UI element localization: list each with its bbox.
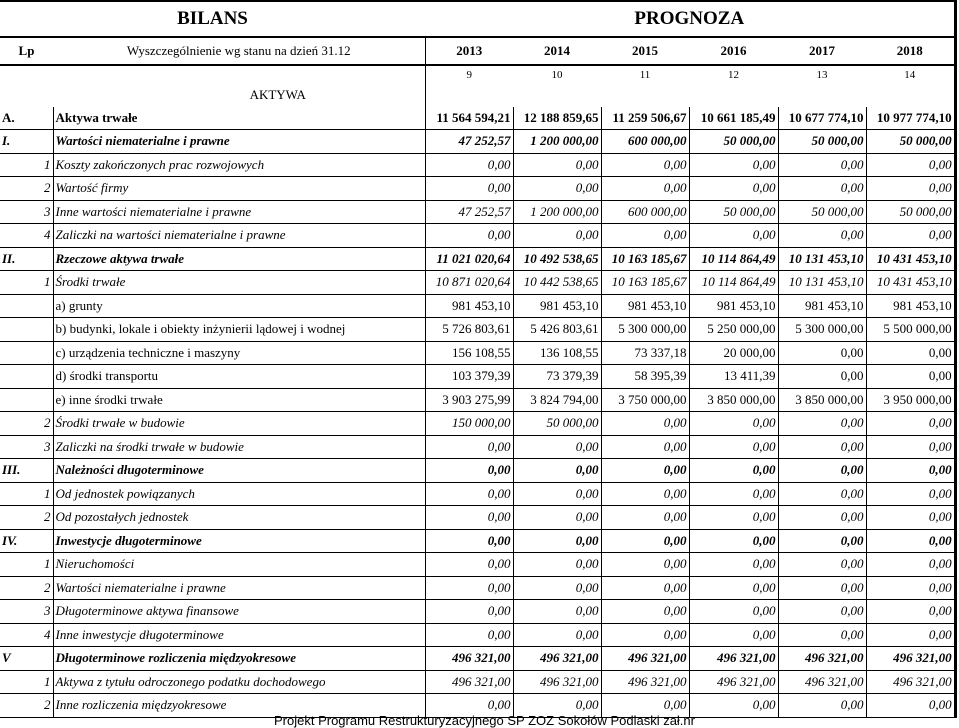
row-lp: 1: [0, 153, 53, 177]
row-value: 0,00: [689, 412, 778, 436]
row-value: 0,00: [689, 529, 778, 553]
row-value: 50 000,00: [778, 130, 866, 154]
row-value: 0,00: [866, 506, 955, 530]
row-value: 0,00: [425, 623, 513, 647]
row-label: Wartość firmy: [53, 177, 425, 201]
row-label: Od jednostek powiązanych: [53, 482, 425, 506]
row-value: 496 321,00: [425, 670, 513, 694]
row-value: 0,00: [866, 177, 955, 201]
row-label: Od pozostałych jednostek: [53, 506, 425, 530]
row-value: 0,00: [513, 459, 601, 483]
row-lp: V: [0, 647, 53, 671]
footer-text: Projekt Programu Restrukturyzacyjnego SP ZOZ Sokołów Podlaski zał.nr: [274, 713, 695, 728]
column-number: 10: [551, 69, 563, 81]
row-value: 136 108,55: [513, 341, 601, 365]
row-value: 0,00: [778, 482, 866, 506]
row-value: 0,00: [689, 177, 778, 201]
row-label: c) urządzenia techniczne i maszyny: [53, 341, 425, 365]
row-value: 0,00: [425, 153, 513, 177]
row-value: 0,00: [513, 435, 601, 459]
table-row: [0, 647, 955, 671]
row-value: 0,00: [601, 459, 689, 483]
row-label: Środki trwałe: [53, 271, 425, 295]
row-value: 0,00: [866, 341, 955, 365]
row-lp: III.: [0, 459, 53, 483]
row-value: 1 200 000,00: [513, 130, 601, 154]
row-value: 0,00: [866, 459, 955, 483]
row-lp: [0, 388, 53, 412]
row-value: 496 321,00: [778, 670, 866, 694]
row-value: 0,00: [689, 482, 778, 506]
row-value: 496 321,00: [689, 670, 778, 694]
row-value: 0,00: [601, 529, 689, 553]
row-value: 50 000,00: [513, 412, 601, 436]
year-header: 2013: [425, 37, 513, 65]
row-label: Inwestycje długoterminowe: [53, 529, 425, 553]
table-row: [0, 529, 955, 553]
row-value: 11 564 594,21: [425, 107, 513, 130]
row-lp: 1: [0, 553, 53, 577]
row-value: 0,00: [689, 435, 778, 459]
row-value: 0,00: [866, 482, 955, 506]
row-value: 50 000,00: [866, 200, 955, 224]
row-value: 156 108,55: [425, 341, 513, 365]
row-value: 0,00: [425, 576, 513, 600]
row-value: 5 300 000,00: [778, 318, 866, 342]
row-value: 10 431 453,10: [866, 247, 955, 271]
desc-header: Wyszczególnienie wg stanu na dzień 31.12: [53, 37, 425, 65]
row-value: 0,00: [513, 600, 601, 624]
row-value: 0,00: [866, 224, 955, 248]
row-value: 50 000,00: [689, 200, 778, 224]
table-row: [0, 130, 955, 154]
table-row: [0, 271, 955, 295]
row-value: 496 321,00: [778, 647, 866, 671]
row-lp: 2: [0, 412, 53, 436]
column-number: 13: [816, 69, 828, 81]
prognoza-title: PROGNOZA: [425, 1, 955, 37]
row-lp: 1: [0, 482, 53, 506]
row-value: 0,00: [513, 623, 601, 647]
row-value: 0,00: [778, 224, 866, 248]
row-value: 0,00: [689, 576, 778, 600]
table-row: [0, 435, 955, 459]
row-value: 981 453,10: [513, 294, 601, 318]
row-value: 10 442 538,65: [513, 271, 601, 295]
row-value: 496 321,00: [866, 670, 955, 694]
row-value: 0,00: [425, 529, 513, 553]
table-row: [0, 365, 955, 389]
row-value: 0,00: [601, 600, 689, 624]
row-label: Środki trwałe w budowie: [53, 412, 425, 436]
row-label: Wartości niematerialne i prawne: [53, 576, 425, 600]
row-value: 3 750 000,00: [601, 388, 689, 412]
row-value: 5 250 000,00: [689, 318, 778, 342]
row-value: 10 431 453,10: [866, 271, 955, 295]
row-value: 0,00: [866, 529, 955, 553]
row-value: 50 000,00: [778, 200, 866, 224]
row-value: 50 000,00: [866, 130, 955, 154]
row-value: 981 453,10: [689, 294, 778, 318]
row-value: 11 259 506,67: [601, 107, 689, 130]
row-value: 0,00: [425, 694, 513, 718]
row-label: a) grunty: [53, 294, 425, 318]
row-value: 0,00: [601, 482, 689, 506]
row-label: Aktywa z tytułu odroczonego podatku dochodowego: [53, 670, 425, 694]
table-row: [0, 482, 955, 506]
row-lp: [0, 365, 53, 389]
row-lp: 2: [0, 694, 53, 718]
row-value: 0,00: [778, 600, 866, 624]
row-value: 10 163 185,67: [601, 247, 689, 271]
row-value: 496 321,00: [689, 647, 778, 671]
row-label: Wartości niematerialne i prawne: [53, 130, 425, 154]
row-value: 0,00: [866, 365, 955, 389]
row-label: Zaliczki na środki trwałe w budowie: [53, 435, 425, 459]
row-label: Koszty zakończonych prac rozwojowych: [53, 153, 425, 177]
year-header: 2016: [689, 37, 778, 65]
row-value: 0,00: [513, 694, 601, 718]
row-label: Długoterminowe aktywa finansowe: [53, 600, 425, 624]
row-value: 0,00: [601, 412, 689, 436]
row-lp: 1: [0, 670, 53, 694]
year-header: 2017: [778, 37, 866, 65]
column-number: 11: [639, 69, 651, 81]
row-value: 0,00: [866, 553, 955, 577]
row-value: 0,00: [689, 553, 778, 577]
row-value: 10 114 864,49: [689, 247, 778, 271]
year-header: 2015: [601, 37, 689, 65]
row-value: 496 321,00: [601, 670, 689, 694]
row-value: 0,00: [866, 435, 955, 459]
table-row: [0, 107, 955, 130]
table-row: [0, 506, 955, 530]
table-row: [0, 576, 955, 600]
row-value: 0,00: [778, 553, 866, 577]
row-value: 103 379,39: [425, 365, 513, 389]
row-lp: [0, 341, 53, 365]
row-lp: II.: [0, 247, 53, 271]
row-value: 0,00: [689, 153, 778, 177]
row-value: 0,00: [425, 482, 513, 506]
row-value: 0,00: [689, 600, 778, 624]
row-value: 150 000,00: [425, 412, 513, 436]
year-header: 2014: [513, 37, 601, 65]
row-value: 20 000,00: [689, 341, 778, 365]
table-row: [0, 341, 955, 365]
row-value: 0,00: [689, 506, 778, 530]
row-value: 0,00: [778, 459, 866, 483]
row-value: 0,00: [689, 459, 778, 483]
row-value: 73 379,39: [513, 365, 601, 389]
bilans-title: BILANS: [0, 1, 425, 37]
row-label: Rzeczowe aktywa trwałe: [53, 247, 425, 271]
row-value: 0,00: [513, 224, 601, 248]
row-lp: 2: [0, 177, 53, 201]
row-lp: 3: [0, 200, 53, 224]
row-value: 47 252,57: [425, 130, 513, 154]
row-value: 0,00: [778, 694, 866, 718]
row-value: 10 492 538,65: [513, 247, 601, 271]
row-value: 10 871 020,64: [425, 271, 513, 295]
row-value: 0,00: [513, 529, 601, 553]
row-lp: 3: [0, 600, 53, 624]
row-value: 3 850 000,00: [689, 388, 778, 412]
row-value: 58 395,39: [601, 365, 689, 389]
row-value: 47 252,57: [425, 200, 513, 224]
row-lp: 2: [0, 506, 53, 530]
table-row: [0, 224, 955, 248]
row-value: 0,00: [601, 435, 689, 459]
row-value: 10 661 185,49: [689, 107, 778, 130]
row-value: 0,00: [778, 341, 866, 365]
row-label: Zaliczki na wartości niematerialne i prawne: [53, 224, 425, 248]
row-value: 0,00: [513, 576, 601, 600]
row-value: 0,00: [778, 506, 866, 530]
row-label: Długoterminowe rozliczenia międzyokresowe: [53, 647, 425, 671]
column-number: 12: [728, 69, 739, 81]
row-value: 600 000,00: [601, 130, 689, 154]
row-value: 0,00: [513, 553, 601, 577]
row-value: 10 977 774,10: [866, 107, 955, 130]
aktywa-heading: AKTYWA: [53, 84, 425, 107]
row-value: 496 321,00: [866, 647, 955, 671]
row-value: 0,00: [866, 623, 955, 647]
table-row: [0, 600, 955, 624]
row-value: 0,00: [689, 623, 778, 647]
table-row: [0, 623, 955, 647]
table-row: [0, 388, 955, 412]
table-row: [0, 200, 955, 224]
table-row: [0, 412, 955, 436]
row-lp: 4: [0, 623, 53, 647]
table-row: [0, 318, 955, 342]
row-lp: [0, 294, 53, 318]
row-value: 981 453,10: [778, 294, 866, 318]
row-value: 0,00: [601, 506, 689, 530]
row-value: 0,00: [513, 506, 601, 530]
row-label: Nieruchomości: [53, 553, 425, 577]
row-value: 10 677 774,10: [778, 107, 866, 130]
row-lp: 3: [0, 435, 53, 459]
row-value: 0,00: [425, 506, 513, 530]
row-value: 0,00: [513, 177, 601, 201]
table-row: [0, 553, 955, 577]
table-row: [0, 670, 955, 694]
row-value: 0,00: [778, 365, 866, 389]
row-value: 13 411,39: [689, 365, 778, 389]
row-value: 10 131 453,10: [778, 271, 866, 295]
row-value: 0,00: [425, 435, 513, 459]
row-label: Inne rozliczenia międzyokresowe: [53, 694, 425, 718]
row-value: 0,00: [425, 224, 513, 248]
row-value: 0,00: [689, 224, 778, 248]
row-value: 1 200 000,00: [513, 200, 601, 224]
row-value: 0,00: [866, 600, 955, 624]
row-lp: IV.: [0, 529, 53, 553]
row-value: 5 300 000,00: [601, 318, 689, 342]
row-value: 0,00: [601, 177, 689, 201]
row-lp: [0, 318, 53, 342]
row-value: 0,00: [513, 153, 601, 177]
row-value: 496 321,00: [513, 647, 601, 671]
table-row: [0, 247, 955, 271]
row-value: 0,00: [866, 576, 955, 600]
row-value: 0,00: [601, 576, 689, 600]
row-label: Aktywa trwałe: [53, 107, 425, 130]
row-value: 0,00: [601, 553, 689, 577]
row-value: 0,00: [778, 576, 866, 600]
row-value: 600 000,00: [601, 200, 689, 224]
row-value: 981 453,10: [425, 294, 513, 318]
row-label: d) środki transportu: [53, 365, 425, 389]
row-value: 0,00: [601, 694, 689, 718]
row-value: 0,00: [601, 153, 689, 177]
row-lp: I.: [0, 130, 53, 154]
row-label: Inne wartości niematerialne i prawne: [53, 200, 425, 224]
row-value: 0,00: [778, 529, 866, 553]
row-value: 3 903 275,99: [425, 388, 513, 412]
row-value: 0,00: [689, 694, 778, 718]
row-label: Inne inwestycje długoterminowe: [53, 623, 425, 647]
row-value: 0,00: [425, 459, 513, 483]
row-value: 0,00: [778, 412, 866, 436]
row-value: 0,00: [778, 153, 866, 177]
row-value: 5 726 803,61: [425, 318, 513, 342]
row-value: 5 500 000,00: [866, 318, 955, 342]
row-value: 0,00: [513, 482, 601, 506]
row-value: 10 131 453,10: [778, 247, 866, 271]
row-value: 10 114 864,49: [689, 271, 778, 295]
row-value: 496 321,00: [513, 670, 601, 694]
row-value: 11 021 020,64: [425, 247, 513, 271]
row-lp: A.: [0, 107, 53, 130]
row-value: 50 000,00: [689, 130, 778, 154]
row-value: 981 453,10: [601, 294, 689, 318]
row-label: Należności długoterminowe: [53, 459, 425, 483]
row-value: 3 824 794,00: [513, 388, 601, 412]
row-lp: 2: [0, 576, 53, 600]
table-row: [0, 459, 955, 483]
row-value: 5 426 803,61: [513, 318, 601, 342]
row-value: 496 321,00: [425, 647, 513, 671]
row-value: 3 950 000,00: [866, 388, 955, 412]
table-row: [0, 153, 955, 177]
column-number: 14: [866, 65, 955, 84]
row-value: 10 163 185,67: [601, 271, 689, 295]
table-row: [0, 177, 955, 201]
row-lp: 4: [0, 224, 53, 248]
row-value: 0,00: [778, 435, 866, 459]
lp-header: Lp: [0, 37, 53, 65]
column-number: 9: [466, 69, 472, 81]
row-value: 0,00: [425, 553, 513, 577]
row-value: 0,00: [601, 623, 689, 647]
row-value: 0,00: [601, 224, 689, 248]
row-label: e) inne środki trwałe: [53, 388, 425, 412]
row-value: 496 321,00: [601, 647, 689, 671]
row-value: 3 850 000,00: [778, 388, 866, 412]
row-value: 0,00: [425, 600, 513, 624]
row-value: 0,00: [425, 177, 513, 201]
table-row: [0, 294, 955, 318]
row-value: 0,00: [866, 153, 955, 177]
row-lp: 1: [0, 271, 53, 295]
year-header: 2018: [866, 37, 955, 65]
row-value: 981 453,10: [866, 294, 955, 318]
row-label: b) budynki, lokale i obiekty inżynierii lądowej i wodnej: [53, 318, 425, 342]
row-value: 0,00: [778, 623, 866, 647]
row-value: 73 337,18: [601, 341, 689, 365]
row-value: 0,00: [866, 694, 955, 718]
row-value: 0,00: [866, 412, 955, 436]
row-value: 12 188 859,65: [513, 107, 601, 130]
row-value: 0,00: [778, 177, 866, 201]
